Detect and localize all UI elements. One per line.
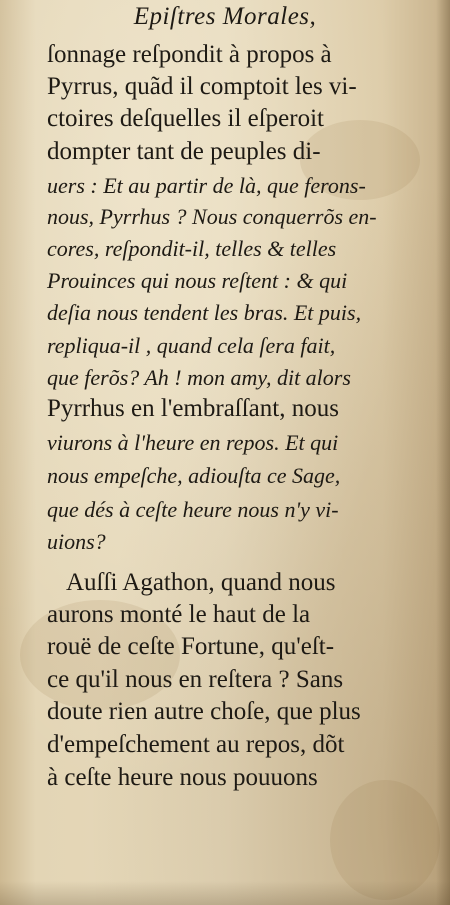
text-line: rouë de ceſte Fortune, qu'eſt- [47,633,335,660]
text-line: Pyrrhus en l'embraſſant, nous [47,395,339,422]
text-line: Prouinces qui nous reſtent : & qui [47,268,348,293]
text-line: Pyrrus, quãd il comptoit les vi- [47,73,357,100]
text-line: d'empeſchement au repos, dõt [47,731,345,758]
text-line: uions? [47,529,106,554]
text-line: doute rien autre choſe, que plus [47,698,361,725]
running-header: Epiſtres Morales, [133,3,317,30]
text-line: ſonnage reſpondit à propos à [47,41,332,68]
text-line: repliqua-il , quand cela ſera fait, [47,333,336,358]
text-line: à ceſte heure nous pouuons [47,764,318,791]
text-line: deſia nous tendent les bras. Et puis, [47,300,362,325]
page-edge-shadow [436,0,450,905]
text-line: uers : Et au partir de là, que ferons- [47,173,366,198]
text-line: Auſſi Agathon, quand nous [66,569,336,596]
text-line: que ferõs? Ah ! mon amy, dit alors [47,365,351,390]
text-line: viurons à l'heure en repos. Et qui [47,430,339,455]
text-line: dompter tant de peuples di- [47,138,321,165]
text-line: nous empeſche, adiouſta ce Sage, [47,463,341,488]
text-line: ce qu'il nous en reſtera ? Sans [47,666,344,693]
text-line: aurons monté le haut de la [47,601,311,628]
text-line: cores, reſpondit-il, telles & telles [47,236,337,261]
text-line: que dés à ceſte heure nous n'y vi- [47,497,339,522]
text-line: ctoires deſquelles il eſperoit [47,105,324,132]
page-bottom-shadow [0,881,450,905]
text-line: nous, Pyrrhus ? Nous conquerrõs en- [47,204,377,229]
